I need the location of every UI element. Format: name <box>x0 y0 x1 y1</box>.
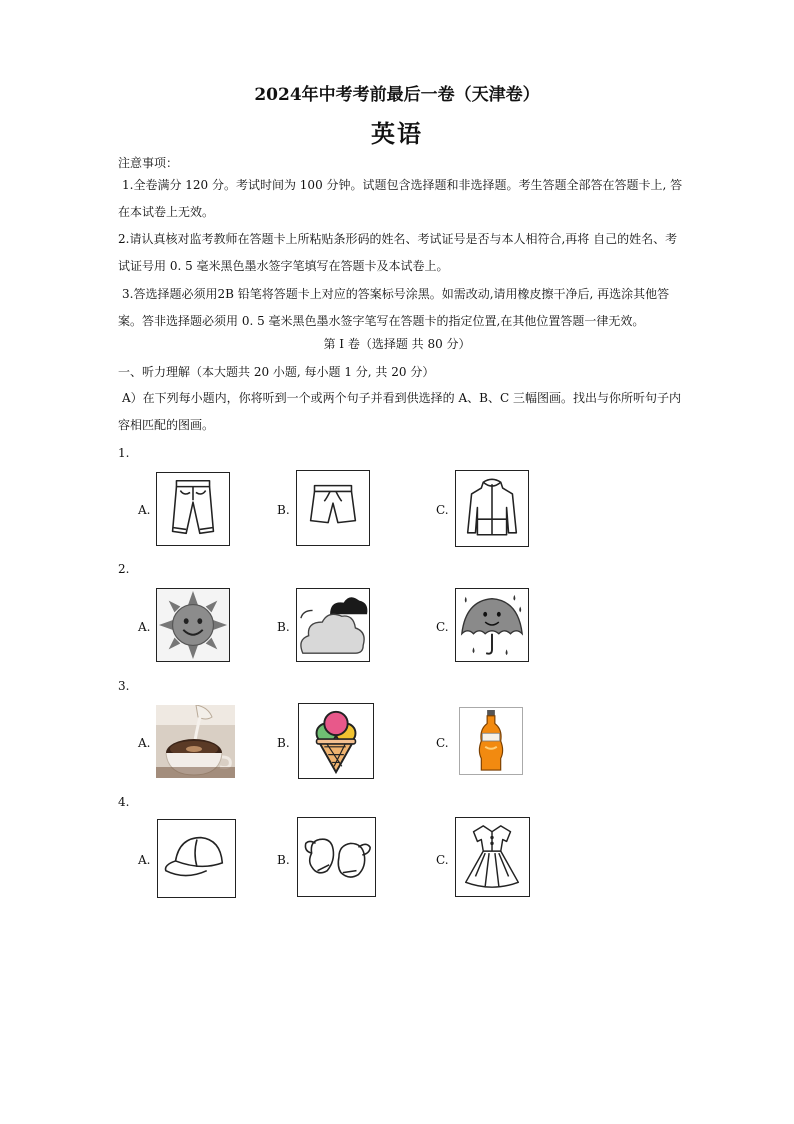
jacket-icon <box>455 470 529 547</box>
gloves-icon <box>297 817 376 897</box>
coffee-icon <box>156 705 235 778</box>
subject-title: 英语 <box>371 119 423 148</box>
dress-icon <box>455 817 530 897</box>
option-label: C. <box>436 503 449 517</box>
option-label: A. <box>138 853 151 867</box>
option-label: B. <box>277 620 290 634</box>
option-label: C. <box>436 620 449 634</box>
ice-cream-icon <box>298 703 374 779</box>
sun-icon <box>156 588 230 662</box>
cloudy-icon <box>296 588 370 662</box>
note-1: 1.全卷满分 120 分。考试时间为 100 分钟。试题包含选择题和非选择题。考生答题全部答在答题卡上, 答在本试卷上无效。 <box>118 178 683 219</box>
exam-title: 2024年中考考前最后一卷（天津卷） <box>254 85 540 105</box>
section-instruction: A）在下列每小题内，你将听到一个或两个句子并看到供选择的 A、B、C 三幅图画。找出与你所听句子内容相匹配的图画。 <box>118 391 681 432</box>
option-label: A. <box>138 620 151 634</box>
part-heading: 第 I 卷（选择题 共 80 分） <box>323 337 471 351</box>
notes-heading: 注意事项： <box>118 156 179 170</box>
option-label: C. <box>436 736 449 750</box>
question-number: 1. <box>118 446 130 460</box>
shorts-icon <box>296 470 370 546</box>
option-label: A. <box>138 503 151 517</box>
note-2: 2.请认真核对监考教师在答题卡上所粘贴条形码的姓名、考试证号是否与本人相符合,再将 自己的姓名、考试证号用 0. 5 毫米黑色墨水签字笔填写在答题卡及本试卷上。 <box>118 232 678 273</box>
soda-bottle-icon <box>459 707 523 775</box>
section-title: 一、听力理解（本大题共 20 小题, 每小题 1 分, 共 20 分） <box>118 365 435 379</box>
option-label: C. <box>436 853 449 867</box>
option-label: A. <box>138 736 151 750</box>
question-number: 3. <box>118 679 130 693</box>
option-label: B. <box>277 853 290 867</box>
cap-icon <box>157 819 236 898</box>
option-label: B. <box>277 736 290 750</box>
rain-umbrella-icon <box>455 588 529 662</box>
question-number: 4. <box>118 795 130 809</box>
option-label: B. <box>277 503 290 517</box>
note-3: 3.答选择题必须用2B 铅笔将答题卡上对应的答案标号涂黑。如需改动,请用橡皮擦干净后, 再选涂其他答案。答非选择题必须用 0. 5 毫米黑色墨水签字笔写在答题卡的指定位置,在其他位置答题一律无效。 <box>118 287 670 328</box>
trousers-icon <box>156 472 230 546</box>
question-number: 2. <box>118 562 130 576</box>
